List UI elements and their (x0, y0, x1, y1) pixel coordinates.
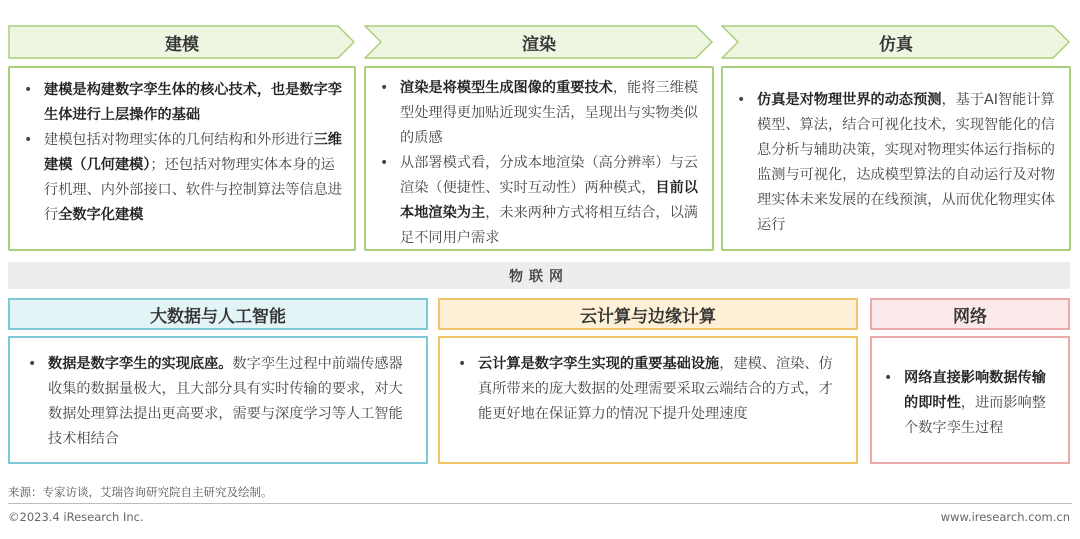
cloud-box (438, 336, 858, 464)
source-note: 来源：专家访谈，艾瑞咨询研究院自主研究及绘制。 (8, 485, 273, 499)
modeling-title: 建模 (165, 34, 199, 55)
bigdata-point: • 数据是数字孪生的实现底座。数字孪生过程中前端传感器收集的数据量极大，且大部分具有实时传输的要求，对大数据处理算法提出更高要求，需要与深度学习等人工智能技术相结合 (26, 352, 410, 452)
iot-band: 物联网 (8, 262, 1070, 289)
footer-url: www.iresearch.com.cn (940, 510, 1070, 524)
cloud-point: • 云计算是数字孪生实现的重要基础设施，建模、渲染、仿真所带来的庞大数据的处理需要采取云端结合的方式，才能更好地在保证算力的情况下提升处理速度 (456, 352, 840, 427)
copyright: ©2023.4 iResearch Inc. (8, 510, 144, 524)
bigdata-box (8, 336, 428, 464)
bigdata-header: 大数据与人工智能 (8, 298, 428, 330)
simulation-point-1: • 仿真是对物理世界的动态预测，基于AI智能计算模型、算法，结合可视化技术，实现智能化的信息分析与辅助决策，实现对物理实体运行指标的监测与可视化，达成模型算法的自动运行及对物理实体未来发展的在线预演，从而优化物理实体运行 (735, 88, 1057, 238)
rendering-box (364, 66, 714, 251)
chevron-modeling (8, 25, 356, 59)
rendering-point-2: • 从部署模式看，分成本地渲染（高分辨率）与云渲染（便捷性、实时互动性）两种模式，目前以本地渲染为主，未来两种方式将相互结合，以满足不同用户需求 (378, 151, 700, 251)
footer-divider (8, 503, 1072, 504)
modeling-point-1: • 建模是构建数字孪生体的核心技术，也是数字孪生体进行上层操作的基础 (22, 78, 342, 128)
modeling-point-2: • 建模包括对物理实体的几何结构和外形进行三维建模（几何建模）；还包括对物理实体本身的运行机理、内外部接口、软件与控制算法等信息进行全数字化建模 (22, 128, 342, 228)
rendering-point-1: • 渲染是将模型生成图像的重要技术，能将三维模型处理得更加贴近现实生活，呈现出与实物类似的质感 (378, 76, 700, 151)
network-box (870, 336, 1070, 464)
simulation-box (721, 66, 1071, 251)
network-header: 网络 (870, 298, 1070, 330)
chevron-rendering (364, 25, 714, 59)
rendering-title: 渲染 (522, 34, 556, 55)
network-point: • 网络直接影响数据传输的即时性，进而影响整个数字孪生过程 (882, 366, 1058, 441)
simulation-title: 仿真 (879, 34, 913, 55)
modeling-box (8, 66, 356, 251)
chevron-simulation (721, 25, 1071, 59)
cloud-header: 云计算与边缘计算 (438, 298, 858, 330)
